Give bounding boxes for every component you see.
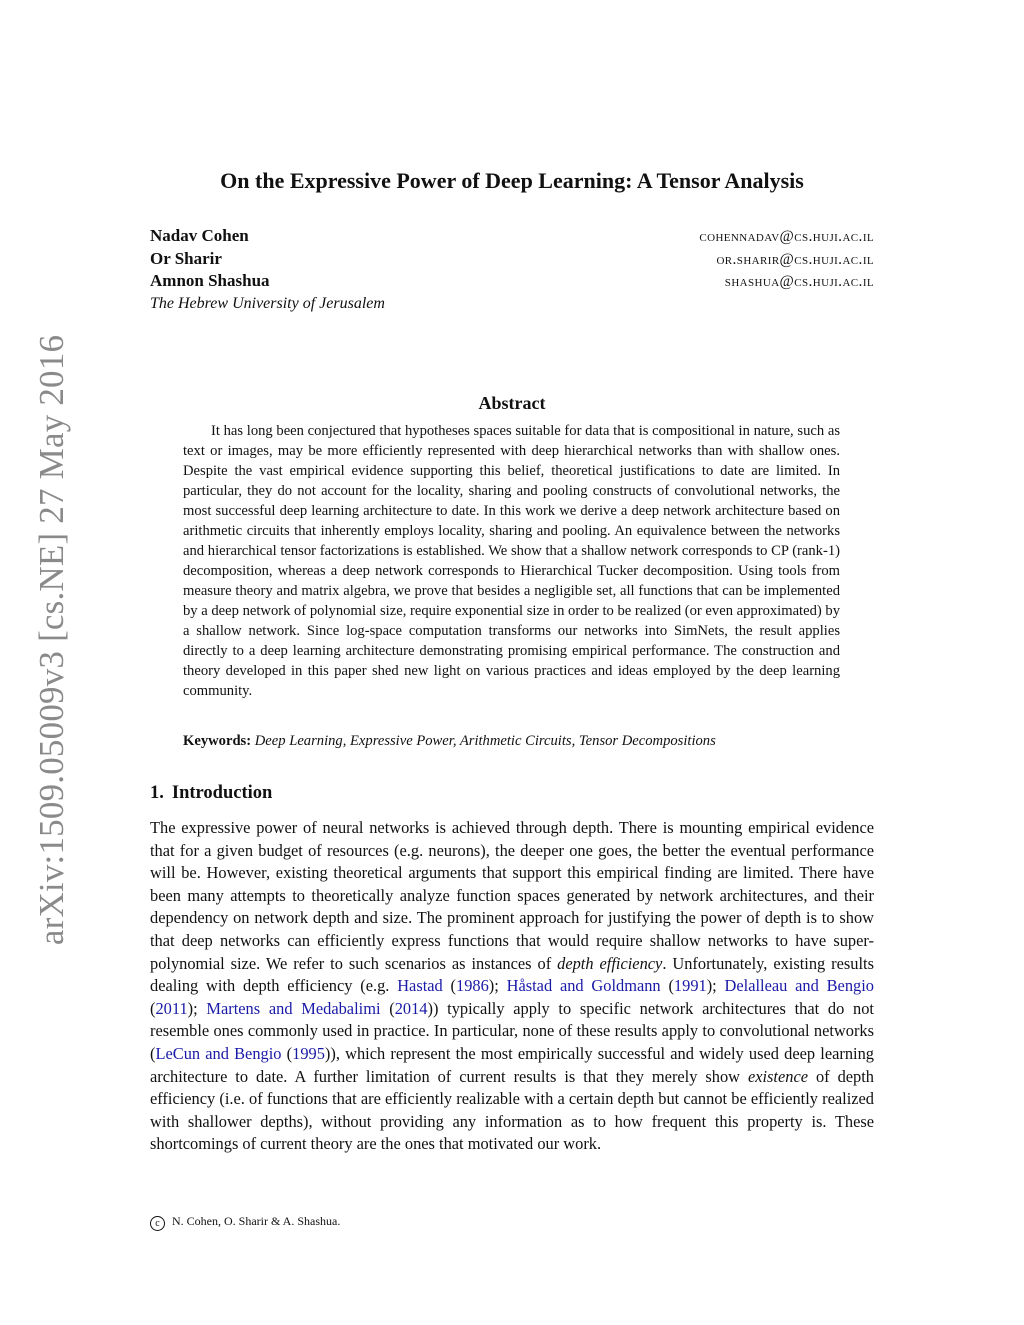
author-name: Amnon Shashua (150, 271, 270, 290)
citation-link[interactable]: Håstad and Goldmann (506, 976, 661, 996)
author-row (150, 271, 874, 294)
citation-link[interactable]: LeCun and Bengio (155, 1043, 282, 1063)
intro-text: . Unfortunately, existing results dealing with depth efficiency (e.g. (150, 953, 874, 996)
author-email[interactable]: cohennadav@cs.huji.ac.il (699, 228, 874, 245)
abstract-heading: Abstract (478, 393, 546, 413)
abstract-text: It has long been conjectured that hypotheses spaces suitable for data that is compositional in nature, such as text or images, may be more efficiently represented with deep hierarchical networks than with shallow ones. Despite the vast empirical evidence supporting this belief, theoretical justifications to date are limited. In particular, they do not account for the locality, sharing and pooling constructs of convolutional networks, the most successful deep learning architecture to date. In this work we derive a deep network architecture based on arithmetic circuits that inherently employs locality, sharing and pooling. An equivalence between the networks and hierarchical tensor factorizations is established. We show that a shallow network corresponds to CP (rank-1) decomposition, whereas a deep network corresponds to Hierarchical Tucker decomposition. Using tools from measure theory and matrix algebra, we prove that besides a negligible set, all functions that can be implemented by a deep network of polynomial size, require exponential size in order to be realized (or even approximated) by a shallow network. Since log-space computation transforms our networks into SimNets, the result applies directly to a deep learning architecture demonstrating promising empirical performance. The construction and theory developed in this paper shed new light on various practices and ideas employed by the deep learning community. (183, 423, 840, 699)
copyright-icon: c (150, 1216, 165, 1231)
intro-emphasis: depth efficiency (557, 953, 663, 973)
paper-title: On the Expressive Power of Deep Learning: A Tensor Analysis (220, 168, 804, 193)
copyright-notice (150, 1214, 340, 1231)
arxiv-identifier-stamp (5, 334, 100, 946)
intro-emphasis: existence (747, 1066, 809, 1086)
copyright-text: N. Cohen, O. Sharir & A. Shashua. (172, 1214, 341, 1228)
keywords-list: Deep Learning, Expressive Power, Arithmetic Circuits, Tensor Decompositions (254, 733, 716, 749)
citation-year-link[interactable]: 1986 (456, 976, 489, 996)
intro-text: of depth efficiency (i.e. of functions that are efficiently realizable with a certain depth but cannot be efficiently realized with shallower depths), without providing any information as to how frequent this property is. These shortcomings of current theory are the ones that motivated our work. (150, 1066, 874, 1154)
arxiv-identifier-text: arXiv:1509.05009v3 [cs.NE] 27 May 2016 (32, 334, 72, 946)
citation-link[interactable]: Hastad (397, 976, 443, 996)
keywords-label: Keywords: (183, 733, 252, 749)
author-email[interactable]: shashua@cs.huji.ac.il (724, 273, 874, 290)
author-row (150, 226, 874, 249)
citation-link[interactable]: Delalleau and Bengio (724, 976, 874, 996)
citation-year-link[interactable]: 2011 (155, 998, 188, 1018)
section-heading (150, 783, 272, 804)
introduction-paragraph: The expressive power of neural networks is achieved through depth. There is mounting empirical evidence that for a given budget of resources (e.g. neurons), the deeper one goes, the better the eventual performance will be. However, existing theoretical arguments that support this empirical finding are limited. There have been many attempts to theoretically analyze function spaces generated by network architectures, and their dependency on network depth and size. The prominent approach for justifying the power of depth is to show that deep networks can efficiently express functions that would require shallow networks to have super-polynomial size. We refer to such scenarios as instances of depth efficiency. Unfortunately, existing results dealing with depth efficiency (e.g. Hastad (1986); Håstad and Goldmann (1991); Delalleau and Bengio (2011); Martens and Medabalimi (2014)) typically apply to specific network architectures that do not resemble ones commonly used in practice. In particular, none of these results apply to convolutional networks (LeCun and Bengio (1995)), which represent the most empirically successful and widely used deep learning architecture to date. A further limitation of current results is that they merely show existence of depth efficiency (i.e. of functions that are efficiently realizable with a certain depth but cannot be efficiently realized with shallower depths), without providing any information as to how frequent this property is. These shortcomings of current theory are the ones that motivated our work. (150, 818, 874, 1154)
affiliation: The Hebrew University of Jerusalem (150, 294, 385, 312)
author-name: Nadav Cohen (150, 226, 249, 245)
intro-text: The expressive power of neural networks is achieved through depth. There is mounting empirical evidence that for a given budget of resources (e.g. neurons), the deeper one goes, the better the eventual performance will be. However, existing theoretical arguments that support this empirical finding are limited. There have been many attempts to theoretically analyze function spaces generated by network architectures, and their dependency on network depth and size. The prominent approach for justifying the power of depth is to show that deep networks can efficiently express functions that would require shallow networks to have super-polynomial size. We refer to such scenarios as instances of (150, 818, 874, 973)
author-email[interactable]: or.sharir@cs.huji.ac.il (716, 250, 874, 268)
author-block (150, 226, 874, 313)
citation-year-link[interactable]: 1991 (673, 976, 707, 996)
intro-text: ), which represent the most empirically successful and widely used deep learning architecture to date. A further limitation of current results is that they merely show (150, 1043, 874, 1086)
author-row (150, 249, 874, 272)
citation-year-link[interactable]: 1995 (292, 1043, 325, 1063)
citation-year-link[interactable]: 2014 (394, 998, 428, 1018)
intro-text: ) typically apply to specific network architectures that do not resemble ones commonly used in practice. In particular, none of these results apply to convolutional networks ( (150, 998, 874, 1063)
keywords-line (183, 733, 840, 750)
citation-link[interactable]: Martens and Medabalimi (206, 998, 381, 1018)
section-number: 1. (150, 783, 164, 803)
author-name: Or Sharir (150, 248, 222, 268)
section-title: Introduction (171, 783, 273, 803)
